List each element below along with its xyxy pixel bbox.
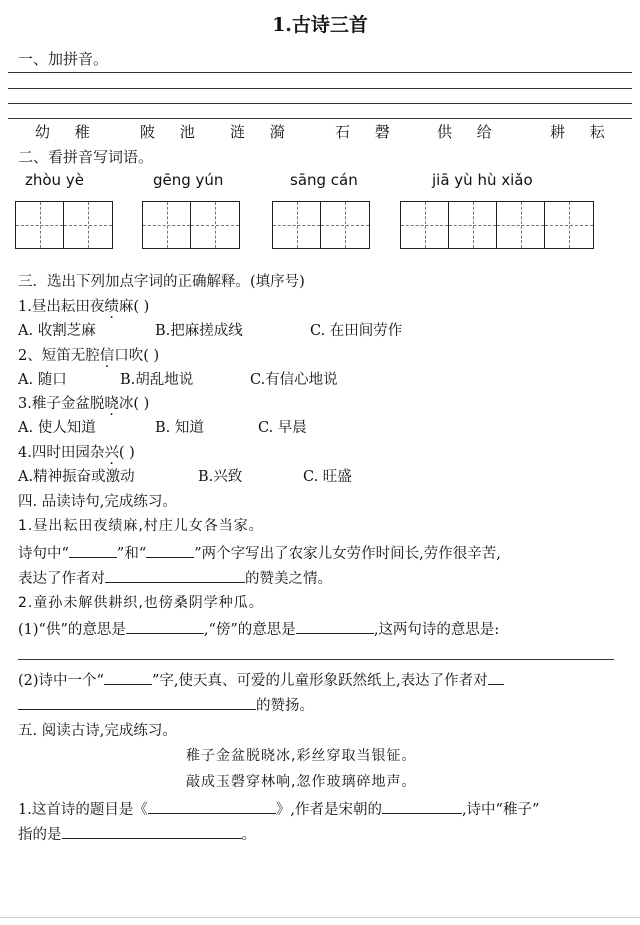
fill-sentence: (1)“供”的意思是 ,“傍”的意思是 ,这两句诗的意思是:	[18, 618, 499, 639]
section-2-heading: 二、看拼音写词语。	[18, 148, 154, 166]
char-pair: 耕 耘	[550, 123, 615, 141]
poem-line: 稚子金盆脱晓冰,彩丝穿取当银钲。	[186, 748, 417, 764]
fill-sentence: 指的是 。	[18, 823, 256, 844]
char-pair: 陂 池	[140, 123, 205, 141]
answer-blank[interactable]	[488, 670, 504, 685]
option: A. 随口	[18, 372, 67, 388]
fill-sentence: 的赞扬。	[18, 694, 314, 715]
pinyin: sāng cán	[290, 171, 358, 189]
option: A. 收割芝麻	[18, 323, 96, 339]
option: C.有信心地说	[250, 372, 338, 388]
answer-blank[interactable]	[126, 619, 204, 634]
writing-grid[interactable]	[400, 201, 594, 249]
page-bottom-rule	[0, 917, 640, 918]
poem-line: 2.童孙未解供耕织,也傍桑阴学种瓜。	[18, 595, 264, 611]
answer-blank[interactable]	[296, 619, 374, 634]
section-3-heading: 三．选出下列加点字词的正确解释。(填序号)	[18, 274, 305, 290]
writing-line	[8, 88, 632, 89]
answer-blank[interactable]	[105, 568, 245, 583]
question: 1.昼出耘田夜绩麻( )	[18, 299, 150, 315]
poem-line: 1.昼出耘田夜绩麻,村庄儿女各当家。	[18, 518, 264, 534]
pinyin: jiā yù hù xiǎo	[432, 171, 533, 189]
writing-line	[8, 118, 632, 119]
section-4-heading: 四. 品读诗句,完成练习。	[18, 494, 177, 510]
pinyin: gēng yún	[153, 171, 224, 189]
writing-grid[interactable]	[142, 201, 240, 249]
question: 2、短笛无腔信口吹( )	[18, 348, 160, 364]
writing-grid[interactable]	[15, 201, 113, 249]
char-pair: 石 磬	[335, 123, 400, 141]
page-title: 1.古诗三首	[272, 14, 368, 36]
answer-blank[interactable]	[382, 799, 462, 814]
fill-sentence: 1.这首诗的题目是《 》,作者是宋朝的 ,诗中“稚子”	[18, 798, 539, 819]
fill-sentence: 诗句中“ ”和“ ”两个字写出了农家儿女劳作时间长,劳作很辛苦,	[18, 542, 501, 563]
option: B.胡乱地说	[120, 372, 194, 388]
option: B.兴致	[198, 469, 243, 485]
answer-line[interactable]	[18, 659, 614, 660]
poem-line: 敲成玉磬穿林响,忽作玻璃碎地声。	[186, 774, 417, 790]
char-pair: 供 给	[437, 123, 502, 141]
option: B. 知道	[155, 420, 204, 436]
writing-line	[8, 72, 632, 73]
writing-grid[interactable]	[272, 201, 370, 249]
option: C. 早晨	[258, 420, 307, 436]
question: 4.四时田园杂兴( )	[18, 445, 135, 461]
answer-blank[interactable]	[62, 824, 242, 839]
question: 3.稚子金盆脱晓冰( )	[18, 396, 150, 412]
answer-blank[interactable]	[18, 695, 256, 710]
option: C. 旺盛	[303, 469, 352, 485]
option: A.精神振奋或激动	[18, 469, 135, 485]
section-5-heading: 五. 阅读古诗,完成练习。	[18, 723, 177, 739]
pinyin: zhòu yè	[25, 171, 84, 189]
answer-blank[interactable]	[146, 543, 194, 558]
option: C. 在田间劳作	[310, 323, 403, 339]
writing-line	[8, 103, 632, 104]
char-pair: 涟 漪	[230, 123, 295, 141]
section-1-heading: 一、加拼音。	[18, 50, 109, 68]
answer-blank[interactable]	[69, 543, 117, 558]
option: B.把麻搓成线	[155, 323, 243, 339]
fill-sentence: (2)诗中一个“ ”字,使天真、可爱的儿童形象跃然纸上,表达了作者对	[18, 669, 504, 690]
option: A. 使人知道	[18, 420, 96, 436]
fill-sentence: 表达了作者对 的赞美之情。	[18, 567, 332, 588]
answer-blank[interactable]	[104, 670, 152, 685]
char-pair: 幼 稚	[35, 123, 100, 141]
answer-blank[interactable]	[148, 799, 276, 814]
